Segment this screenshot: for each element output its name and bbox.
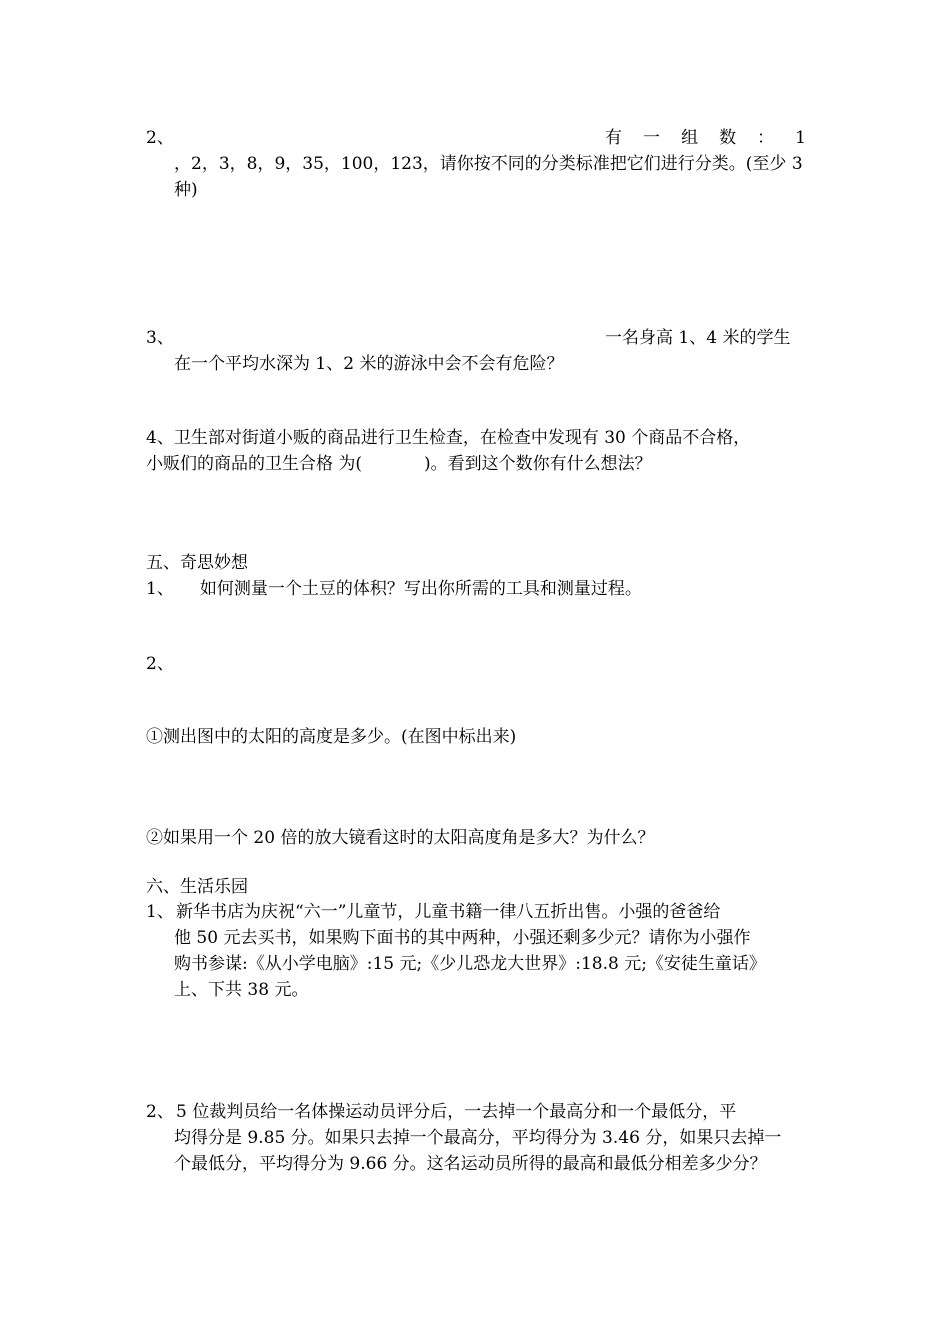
s6-q1-line1: 新华书店为庆祝“六一”儿童节，儿童书籍一律八五折出售。小强的爸爸给 bbox=[176, 902, 721, 922]
s5-q2-number: 2、 bbox=[146, 654, 174, 674]
q2-head-char: 一 bbox=[643, 128, 661, 148]
q2-head-char: 有 bbox=[605, 128, 622, 148]
q4-line1: 4、卫生部对街道小贩的商品进行卫生检查，在检查中发现有 30 个商品不合格， bbox=[146, 428, 751, 448]
q2-head-char: 1 bbox=[795, 128, 806, 148]
q4-line2 bbox=[146, 451, 652, 477]
s6-q2-line3: 个最低分，平均得分为 9.66 分。这名运动员所得的最高和最低分相差多少分？ bbox=[174, 1154, 767, 1174]
s6-q1-line4: 上、下共 38 元。 bbox=[174, 980, 309, 1000]
q4-line2a: 小贩们的商品的卫生合格 为( bbox=[146, 454, 363, 474]
s5-q2-sub2: ②如果用一个 20 倍的放大镜看这时的太阳高度角是多大？为什么？ bbox=[146, 828, 655, 848]
q2-line2: ，2，3，8，9，35，100，123，请你按不同的分类标准把它们进行分类。(至少 3 bbox=[174, 154, 803, 174]
s6-q2-number: 2、 bbox=[146, 1102, 174, 1122]
s6-q1-line3: 购书参谋:《从小学电脑》:15 元;《少儿恐龙大世界》:18.8 元;《安徒生童话》 bbox=[174, 954, 766, 974]
q2-number: 2、 bbox=[146, 128, 174, 148]
s5-q1 bbox=[146, 576, 642, 602]
section5-title: 五、奇思妙想 bbox=[146, 553, 248, 573]
q2-head bbox=[605, 125, 806, 151]
s5-q1-text: 如何测量一个土豆的体积？写出你所需的工具和测量过程。 bbox=[199, 579, 642, 599]
q2-line3: 种) bbox=[174, 180, 198, 200]
q3-head: 一名身高 1、4 米的学生 bbox=[605, 328, 791, 348]
s6-q1-line2: 他 50 元去买书，如果购下面书的其中两种，小强还剩多少元？请你为小强作 bbox=[174, 928, 751, 948]
s6-q2-line1: 5 位裁判员给一名体操运动员评分后，一去掉一个最高分和一个最低分，平 bbox=[176, 1102, 737, 1122]
q2-head-char: 组 bbox=[681, 128, 699, 148]
s6-q2-line2: 均得分是 9.85 分。如果只去掉一个最高分，平均得分为 3.46 分，如果只去掉一 bbox=[174, 1128, 782, 1148]
section6-title: 六、生活乐园 bbox=[146, 877, 248, 897]
s5-q1-number: 1、 bbox=[146, 579, 174, 599]
q4-line2b: )。看到这个数你有什么想法？ bbox=[424, 454, 652, 474]
q2-head-char: ： bbox=[757, 128, 775, 148]
q2-head-char: 数 bbox=[719, 128, 737, 148]
q3-line2: 在一个平均水深为 1、2 米的游泳中会不会有危险？ bbox=[174, 354, 564, 374]
s6-q1-number: 1、 bbox=[146, 902, 174, 922]
s5-q2-sub1: ①测出图中的太阳的高度是多少。(在图中标出来) bbox=[146, 727, 517, 747]
q3-number: 3、 bbox=[146, 328, 174, 348]
